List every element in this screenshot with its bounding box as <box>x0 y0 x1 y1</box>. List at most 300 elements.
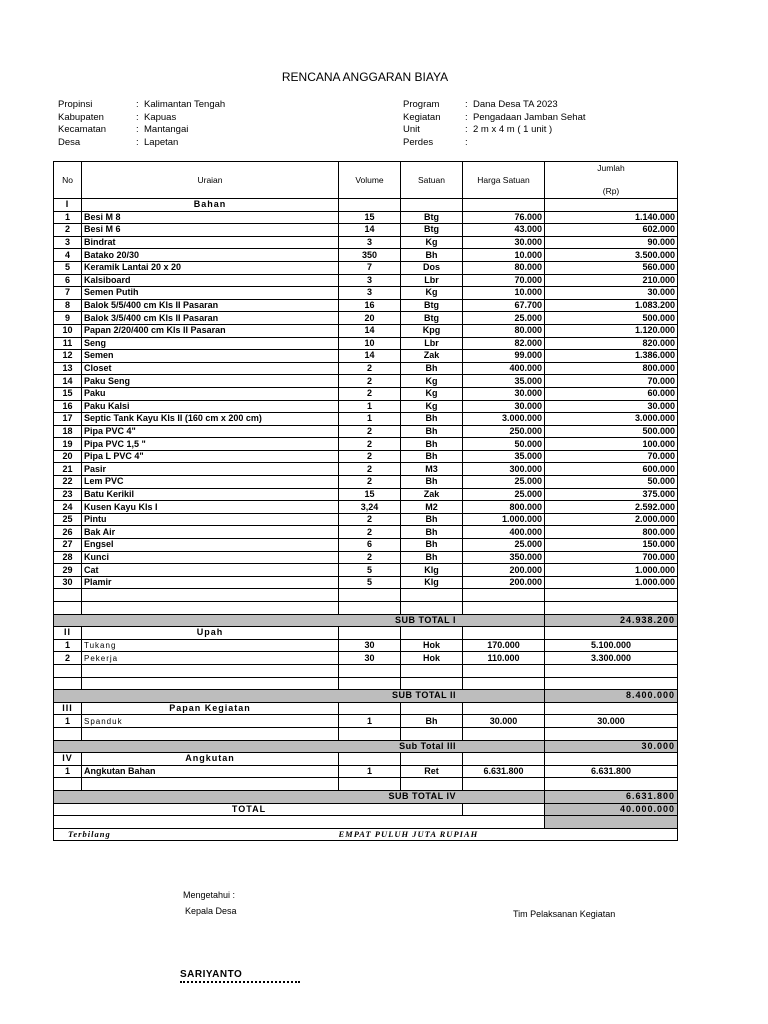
item-jumlah: 5.100.000 <box>545 639 678 652</box>
item-uraian: Closet <box>82 362 339 375</box>
table-row <box>54 375 678 388</box>
item-jumlah: 602.000 <box>545 224 678 237</box>
table-row <box>54 224 678 237</box>
item-volume: 1 <box>339 715 401 728</box>
table-row <box>54 413 678 426</box>
empty-cell <box>339 589 401 602</box>
item-harga: 25.000 <box>463 539 545 552</box>
item-jumlah: 500.000 <box>545 312 678 325</box>
empty-cell <box>339 664 401 677</box>
item-harga: 350.000 <box>463 551 545 564</box>
empty-cell <box>545 778 678 791</box>
item-satuan: M3 <box>401 463 463 476</box>
mengetahui-label: Mengetahui : <box>183 890 236 900</box>
item-volume: 16 <box>339 299 401 312</box>
item-volume: 2 <box>339 450 401 463</box>
subtotal-row <box>54 690 678 703</box>
item-jumlah: 50.000 <box>545 476 678 489</box>
item-uraian: Batako 20/30 <box>82 249 339 262</box>
empty-cell <box>463 702 545 715</box>
col-uraian-header: Uraian <box>82 162 339 199</box>
terbilang-row <box>54 828 678 841</box>
table-row <box>54 765 678 778</box>
item-harga: 25.000 <box>463 312 545 325</box>
empty-cell <box>401 677 463 690</box>
item-uraian: Kusen Kayu Kls I <box>82 501 339 514</box>
header-value: Dana Desa TA 2023 <box>473 99 558 110</box>
header-row <box>58 137 225 150</box>
section-name: Angkutan <box>82 753 339 766</box>
empty-cell <box>54 816 545 829</box>
item-jumlah: 30.000 <box>545 287 678 300</box>
terbilang-value: EMPAT PULUH JUTA RUPIAH <box>339 828 678 841</box>
item-no: 6 <box>54 274 82 287</box>
budget-table <box>53 161 678 841</box>
empty-cell <box>339 727 401 740</box>
item-jumlah: 70.000 <box>545 375 678 388</box>
table-row <box>54 249 678 262</box>
empty-cell <box>339 778 401 791</box>
subtotal-label: SUB TOTAL II <box>54 690 545 703</box>
item-satuan: Bh <box>401 413 463 426</box>
empty-cell <box>463 664 545 677</box>
item-uraian: Angkutan Bahan <box>82 765 339 778</box>
item-harga: 30.000 <box>463 236 545 249</box>
item-satuan: Ret <box>401 765 463 778</box>
empty-cell <box>463 199 545 212</box>
item-uraian: Kalsiboard <box>82 274 339 287</box>
item-satuan: Kg <box>401 236 463 249</box>
table-row <box>54 488 678 501</box>
item-satuan: Kg <box>401 387 463 400</box>
empty-cell <box>54 602 82 615</box>
item-volume: 3 <box>339 236 401 249</box>
empty-cell <box>463 602 545 615</box>
item-volume: 30 <box>339 639 401 652</box>
item-no: 8 <box>54 299 82 312</box>
item-jumlah: 1.140.000 <box>545 211 678 224</box>
tim-pelaksana-label: Tim Pelaksanan Kegiatan <box>513 909 616 919</box>
item-uraian: Paku <box>82 387 339 400</box>
item-harga: 35.000 <box>463 450 545 463</box>
header-label: Propinsi <box>58 99 93 110</box>
empty-cell <box>82 727 339 740</box>
jumlah-header-label: Jumlah <box>597 163 625 173</box>
item-no: 11 <box>54 337 82 350</box>
item-jumlah: 820.000 <box>545 337 678 350</box>
item-satuan: Bh <box>401 438 463 451</box>
empty-row <box>54 664 678 677</box>
table-row <box>54 387 678 400</box>
item-harga: 70.000 <box>463 274 545 287</box>
item-no: 30 <box>54 576 82 589</box>
empty-cell <box>401 727 463 740</box>
empty-cell <box>463 803 545 816</box>
item-volume: 3,24 <box>339 501 401 514</box>
item-jumlah: 500.000 <box>545 425 678 438</box>
table-row <box>54 211 678 224</box>
header-colon: : <box>465 99 468 110</box>
header-label: Kegiatan <box>403 111 441 123</box>
item-no: 23 <box>54 488 82 501</box>
section-name: Papan Kegiatan <box>82 702 339 715</box>
subtotal-row <box>54 740 678 753</box>
item-jumlah: 1.000.000 <box>545 564 678 577</box>
table-row <box>54 337 678 350</box>
table-row <box>54 501 678 514</box>
empty-cell <box>463 627 545 640</box>
header-value: Lapetan <box>144 136 179 148</box>
item-volume: 2 <box>339 425 401 438</box>
section-header-row <box>54 627 678 640</box>
item-satuan: Hok <box>401 639 463 652</box>
item-volume: 2 <box>339 463 401 476</box>
item-volume: 2 <box>339 387 401 400</box>
item-harga: 50.000 <box>463 438 545 451</box>
item-harga: 170.000 <box>463 639 545 652</box>
item-uraian: Paku Kalsi <box>82 400 339 413</box>
item-harga: 200.000 <box>463 564 545 577</box>
empty-cell <box>545 589 678 602</box>
section-header-row <box>54 702 678 715</box>
item-uraian: Balok 5/5/400 cm Kls II Pasaran <box>82 299 339 312</box>
empty-cell <box>545 816 678 829</box>
item-harga: 110.000 <box>463 652 545 665</box>
item-uraian: Spanduk <box>82 715 339 728</box>
item-no: 1 <box>54 765 82 778</box>
item-no: 5 <box>54 261 82 274</box>
subtotal-value: 30.000 <box>545 740 678 753</box>
item-satuan: Zak <box>401 488 463 501</box>
empty-cell <box>401 664 463 677</box>
table-row <box>54 350 678 363</box>
table-row <box>54 236 678 249</box>
item-no: 13 <box>54 362 82 375</box>
empty-cell <box>545 199 678 212</box>
item-volume: 5 <box>339 576 401 589</box>
empty-cell <box>82 677 339 690</box>
item-jumlah: 90.000 <box>545 236 678 249</box>
item-uraian: Besi M 8 <box>82 211 339 224</box>
item-no: 1 <box>54 639 82 652</box>
item-harga: 35.000 <box>463 375 545 388</box>
empty-cell <box>339 627 401 640</box>
item-satuan: Hok <box>401 652 463 665</box>
table-row <box>54 299 678 312</box>
empty-cell <box>463 753 545 766</box>
empty-cell <box>54 778 82 791</box>
item-no: 27 <box>54 539 82 552</box>
item-harga: 30.000 <box>463 715 545 728</box>
item-volume: 3 <box>339 274 401 287</box>
item-uraian: Balok 3/5/400 cm Kls II Pasaran <box>82 312 339 325</box>
item-uraian: Pintu <box>82 513 339 526</box>
item-jumlah: 210.000 <box>545 274 678 287</box>
item-volume: 14 <box>339 324 401 337</box>
item-satuan: Bh <box>401 425 463 438</box>
item-volume: 2 <box>339 438 401 451</box>
header-left-info <box>58 99 225 149</box>
item-jumlah: 60.000 <box>545 387 678 400</box>
item-jumlah: 600.000 <box>545 463 678 476</box>
item-no: 19 <box>54 438 82 451</box>
header-value: Pengadaan Jamban Sehat <box>473 111 586 123</box>
table-row <box>54 312 678 325</box>
empty-row <box>54 589 678 602</box>
item-harga: 99.000 <box>463 350 545 363</box>
item-satuan: Bh <box>401 539 463 552</box>
item-uraian: Engsel <box>82 539 339 552</box>
header-label: Program <box>403 99 440 110</box>
item-volume: 1 <box>339 400 401 413</box>
item-no: 25 <box>54 513 82 526</box>
empty-cell <box>545 602 678 615</box>
item-uraian: Besi M 6 <box>82 224 339 237</box>
item-volume: 1 <box>339 765 401 778</box>
table-row <box>54 400 678 413</box>
header-colon: : <box>136 136 139 148</box>
empty-row <box>54 727 678 740</box>
empty-cell <box>545 664 678 677</box>
subtotal-value: 8.400.000 <box>545 690 678 703</box>
empty-cell <box>401 199 463 212</box>
item-no: 10 <box>54 324 82 337</box>
item-harga: 200.000 <box>463 576 545 589</box>
page-title: RENCANA ANGGARAN BIAYA <box>281 70 449 84</box>
total-label: TOTAL <box>54 803 463 816</box>
empty-cell <box>401 753 463 766</box>
item-harga: 76.000 <box>463 211 545 224</box>
col-no-header: No <box>54 162 82 199</box>
item-jumlah: 800.000 <box>545 362 678 375</box>
item-harga: 400.000 <box>463 362 545 375</box>
empty-row <box>54 816 678 829</box>
item-no: 15 <box>54 387 82 400</box>
item-satuan: Dos <box>401 261 463 274</box>
item-satuan: Btg <box>401 312 463 325</box>
item-jumlah: 3.500.000 <box>545 249 678 262</box>
table-row <box>54 551 678 564</box>
item-no: 14 <box>54 375 82 388</box>
item-no: 17 <box>54 413 82 426</box>
section-header-row <box>54 753 678 766</box>
empty-cell <box>463 677 545 690</box>
empty-cell <box>339 199 401 212</box>
header-colon: : <box>465 111 468 123</box>
item-satuan: Bh <box>401 450 463 463</box>
empty-cell <box>545 753 678 766</box>
header-value: Kapuas <box>144 111 177 123</box>
table-row <box>54 652 678 665</box>
item-satuan: Btg <box>401 211 463 224</box>
item-satuan: Bh <box>401 551 463 564</box>
header-label: Perdes <box>403 136 434 148</box>
subtotal-value: 24.938.200 <box>545 614 678 627</box>
empty-cell <box>82 602 339 615</box>
empty-cell <box>54 664 82 677</box>
jumlah-header-unit: (Rp) <box>602 186 620 196</box>
table-row <box>54 715 678 728</box>
item-harga: 80.000 <box>463 324 545 337</box>
item-uraian: Pipa PVC 4" <box>82 425 339 438</box>
header-row <box>58 112 225 125</box>
item-jumlah: 1.000.000 <box>545 576 678 589</box>
item-no: 24 <box>54 501 82 514</box>
item-jumlah: 30.000 <box>545 400 678 413</box>
item-harga: 25.000 <box>463 488 545 501</box>
item-volume: 10 <box>339 337 401 350</box>
item-jumlah: 1.083.200 <box>545 299 678 312</box>
item-jumlah: 70.000 <box>545 450 678 463</box>
item-jumlah: 1.120.000 <box>545 324 678 337</box>
item-uraian: Kunci <box>82 551 339 564</box>
header-colon: : <box>136 99 139 110</box>
item-volume: 6 <box>339 539 401 552</box>
col-volume-header: Volume <box>339 162 401 199</box>
header-row <box>403 137 586 150</box>
empty-cell <box>82 664 339 677</box>
item-satuan: Klg <box>401 564 463 577</box>
item-uraian: Semen Putih <box>82 287 339 300</box>
item-jumlah: 3.300.000 <box>545 652 678 665</box>
header-label: Unit <box>403 124 420 135</box>
item-satuan: Bh <box>401 715 463 728</box>
table-row <box>54 476 678 489</box>
table-row <box>54 539 678 552</box>
item-volume: 350 <box>339 249 401 262</box>
table-row <box>54 463 678 476</box>
total-row <box>54 803 678 816</box>
empty-cell <box>545 727 678 740</box>
item-volume: 20 <box>339 312 401 325</box>
header-colon: : <box>465 136 468 148</box>
item-satuan: Bh <box>401 526 463 539</box>
table-row <box>54 438 678 451</box>
item-satuan: Bh <box>401 513 463 526</box>
item-no: 1 <box>54 715 82 728</box>
table-row <box>54 261 678 274</box>
item-jumlah: 30.000 <box>545 715 678 728</box>
table-row <box>54 564 678 577</box>
header-label: Kabupaten <box>58 111 104 123</box>
header-value: Kalimantan Tengah <box>144 99 226 110</box>
item-uraian: Pekerja <box>82 652 339 665</box>
empty-cell <box>54 589 82 602</box>
item-uraian: Lem PVC <box>82 476 339 489</box>
item-uraian: Seng <box>82 337 339 350</box>
subtotal-row <box>54 790 678 803</box>
empty-cell <box>82 589 339 602</box>
item-satuan: Btg <box>401 299 463 312</box>
empty-row <box>54 602 678 615</box>
item-harga: 30.000 <box>463 400 545 413</box>
empty-cell <box>545 702 678 715</box>
item-uraian: Paku Seng <box>82 375 339 388</box>
item-satuan: Bh <box>401 362 463 375</box>
header-row <box>403 112 586 125</box>
header-value: 2 m x 4 m ( 1 unit ) <box>473 124 553 135</box>
item-satuan: Bh <box>401 476 463 489</box>
item-volume: 30 <box>339 652 401 665</box>
item-harga: 300.000 <box>463 463 545 476</box>
header-row <box>403 124 586 137</box>
empty-cell <box>401 627 463 640</box>
item-harga: 3.000.000 <box>463 413 545 426</box>
kepala-desa-label: Kepala Desa <box>185 906 237 916</box>
item-volume: 14 <box>339 224 401 237</box>
empty-row <box>54 778 678 791</box>
empty-cell <box>339 753 401 766</box>
item-uraian: Pasir <box>82 463 339 476</box>
item-volume: 2 <box>339 513 401 526</box>
item-no: 20 <box>54 450 82 463</box>
header-label: Desa <box>58 136 81 148</box>
empty-cell <box>54 727 82 740</box>
item-jumlah: 800.000 <box>545 526 678 539</box>
empty-cell <box>545 677 678 690</box>
item-satuan: M2 <box>401 501 463 514</box>
item-no: 18 <box>54 425 82 438</box>
item-jumlah: 100.000 <box>545 438 678 451</box>
header-colon: : <box>136 111 139 123</box>
item-jumlah: 3.000.000 <box>545 413 678 426</box>
item-volume: 2 <box>339 375 401 388</box>
empty-cell <box>463 727 545 740</box>
empty-cell <box>401 602 463 615</box>
item-harga: 67.700 <box>463 299 545 312</box>
empty-cell <box>339 677 401 690</box>
section-number: IV <box>54 753 82 766</box>
empty-cell <box>545 627 678 640</box>
item-volume: 2 <box>339 476 401 489</box>
table-row <box>54 425 678 438</box>
table-row <box>54 576 678 589</box>
item-no: 4 <box>54 249 82 262</box>
section-name: Bahan <box>82 199 339 212</box>
item-harga: 250.000 <box>463 425 545 438</box>
item-satuan: Lbr <box>401 274 463 287</box>
item-no: 22 <box>54 476 82 489</box>
item-satuan: Lbr <box>401 337 463 350</box>
item-volume: 1 <box>339 413 401 426</box>
table-row <box>54 513 678 526</box>
item-volume: 5 <box>339 564 401 577</box>
table-row <box>54 287 678 300</box>
item-harga: 400.000 <box>463 526 545 539</box>
item-no: 21 <box>54 463 82 476</box>
item-uraian: Semen <box>82 350 339 363</box>
item-no: 2 <box>54 652 82 665</box>
item-harga: 6.631.800 <box>463 765 545 778</box>
item-satuan: Kpg <box>401 324 463 337</box>
col-satuan-header: Satuan <box>401 162 463 199</box>
signatory-name: SARIYANTO <box>180 969 243 980</box>
item-no: 7 <box>54 287 82 300</box>
item-uraian: Septic Tank Kayu Kls II (160 cm x 200 cm) <box>82 413 339 426</box>
table-row <box>54 526 678 539</box>
item-uraian: Pipa L PVC 4" <box>82 450 339 463</box>
item-harga: 82.000 <box>463 337 545 350</box>
header-right-info <box>403 99 586 149</box>
item-volume: 14 <box>339 350 401 363</box>
item-satuan: Kg <box>401 375 463 388</box>
item-harga: 30.000 <box>463 387 545 400</box>
col-harga-header: Harga Satuan <box>463 162 545 199</box>
item-satuan: Zak <box>401 350 463 363</box>
signature-dotted-line <box>180 981 300 983</box>
section-name: Upah <box>82 627 339 640</box>
item-harga: 43.000 <box>463 224 545 237</box>
